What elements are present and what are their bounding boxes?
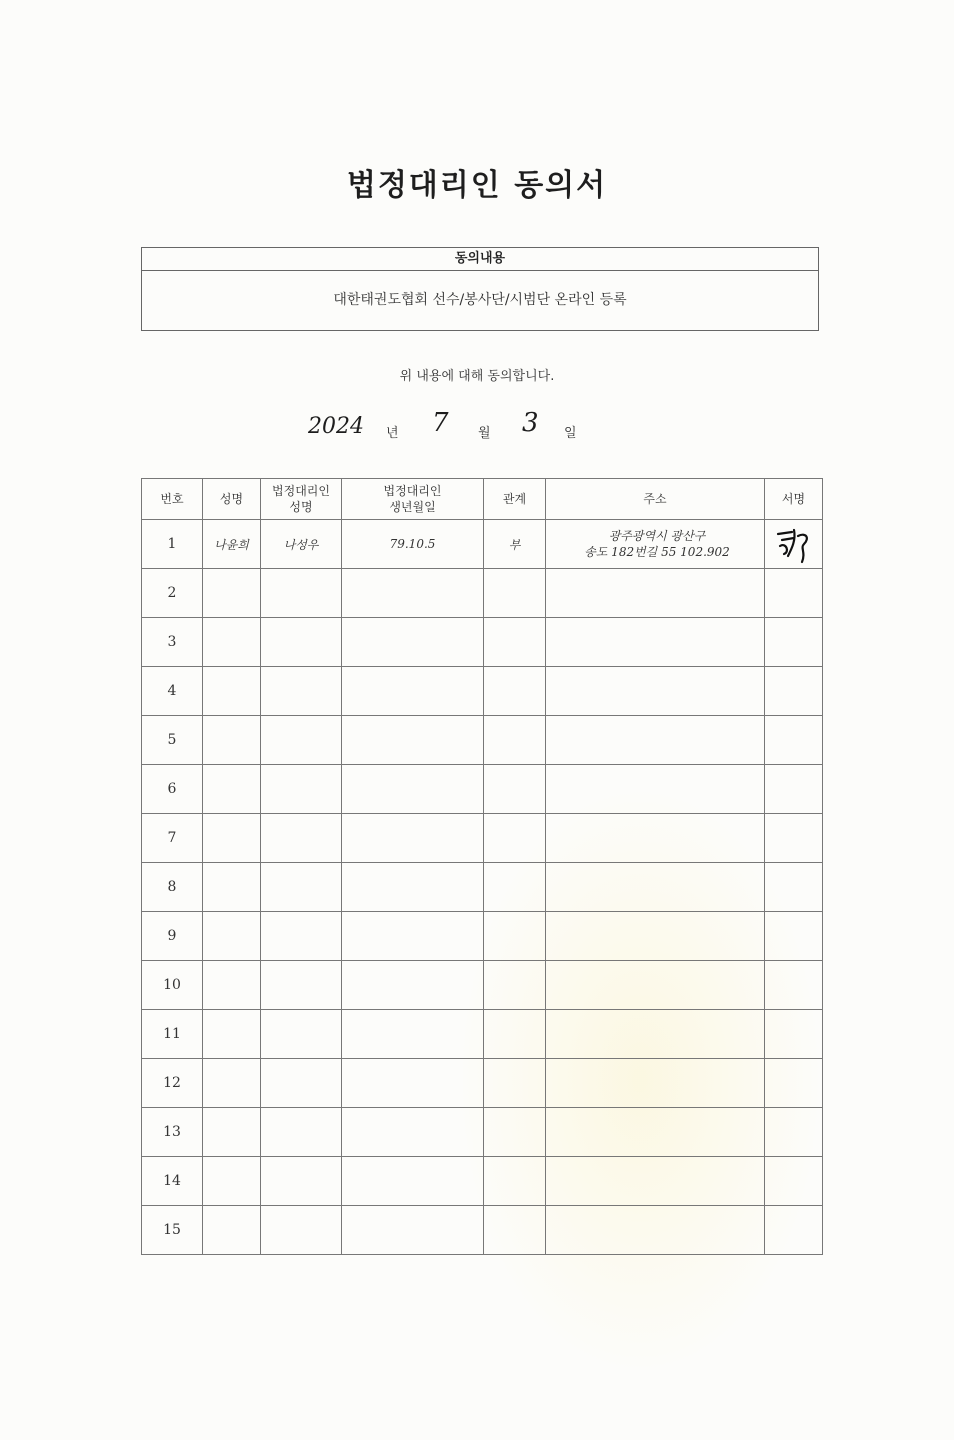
table-row	[142, 1157, 823, 1206]
row-address	[546, 1059, 765, 1108]
row-relation	[484, 1010, 546, 1059]
row-guardian-birth	[342, 667, 484, 716]
row-relation: 부	[484, 520, 546, 569]
row-address	[546, 1157, 765, 1206]
row-relation	[484, 667, 546, 716]
row-name	[203, 863, 261, 912]
row-guardian-birth	[342, 1010, 484, 1059]
row-address	[546, 814, 765, 863]
table-row	[142, 1059, 823, 1108]
row-signature	[765, 667, 823, 716]
table-row	[142, 1206, 823, 1255]
row-number: 6	[142, 765, 203, 814]
row-address	[546, 961, 765, 1010]
row-guardian-name	[261, 961, 342, 1010]
date-year-unit: 년	[386, 426, 399, 441]
row-guardian-name: 나성우	[261, 520, 342, 569]
row-number: 9	[142, 912, 203, 961]
table-row	[142, 667, 823, 716]
row-relation	[484, 618, 546, 667]
row-name	[203, 716, 261, 765]
row-number: 14	[142, 1157, 203, 1206]
row-relation	[484, 912, 546, 961]
row-signature	[765, 569, 823, 618]
consent-body: 대한태권도협회 선수/봉사단/시범단 온라인 등록	[333, 292, 627, 308]
date-month-unit: 월	[478, 426, 491, 441]
header-guardian-birth-line2: 생년월일	[389, 500, 436, 514]
row-guardian-birth	[342, 1108, 484, 1157]
row-signature	[765, 1010, 823, 1059]
row-guardian-name	[261, 1059, 342, 1108]
row-name: 나윤희	[203, 520, 261, 569]
header-no: 번호	[142, 479, 203, 520]
row-signature	[765, 1108, 823, 1157]
row-guardian-birth	[342, 912, 484, 961]
row-number: 5	[142, 716, 203, 765]
row-signature	[765, 1206, 823, 1255]
row-address	[546, 618, 765, 667]
row-guardian-birth	[342, 569, 484, 618]
handwritten-signature	[772, 522, 816, 566]
row-guardian-birth	[342, 765, 484, 814]
row-guardian-birth	[342, 961, 484, 1010]
row-address	[546, 765, 765, 814]
row-address	[546, 520, 765, 569]
table-row	[142, 912, 823, 961]
table-row	[142, 863, 823, 912]
agree-statement: 위 내용에 대해 동의합니다.	[399, 369, 555, 384]
row-number: 4	[142, 667, 203, 716]
date-year: 2024	[308, 414, 364, 439]
row-number: 2	[142, 569, 203, 618]
row-signature	[765, 716, 823, 765]
document-title: 법정대리인 동의서	[346, 168, 608, 203]
header-address: 주소	[546, 479, 765, 520]
row-name	[203, 1206, 261, 1255]
row-name	[203, 667, 261, 716]
row-name	[203, 569, 261, 618]
row-name	[203, 1108, 261, 1157]
row-guardian-name	[261, 765, 342, 814]
row-relation	[484, 1108, 546, 1157]
row-guardian-name	[261, 1157, 342, 1206]
row-signature	[765, 814, 823, 863]
row-guardian-name	[261, 1108, 342, 1157]
row-number: 12	[142, 1059, 203, 1108]
row-relation	[484, 1157, 546, 1206]
table-row	[142, 520, 823, 569]
table-row	[142, 569, 823, 618]
header-guardian-birth	[342, 479, 484, 520]
row-name	[203, 1157, 261, 1206]
row-relation	[484, 1206, 546, 1255]
row-signature	[765, 618, 823, 667]
row-number: 8	[142, 863, 203, 912]
row-guardian-birth	[342, 863, 484, 912]
row-address	[546, 1010, 765, 1059]
row-address-line2: 송도 182번길 55 102.902	[584, 545, 730, 559]
table-row	[142, 765, 823, 814]
row-signature	[765, 1059, 823, 1108]
row-address	[546, 1108, 765, 1157]
row-number: 3	[142, 618, 203, 667]
row-guardian-name	[261, 667, 342, 716]
row-address-line1: 광주광역시 광산구	[608, 529, 706, 543]
row-address	[546, 863, 765, 912]
row-signature	[765, 520, 823, 569]
row-relation	[484, 863, 546, 912]
row-guardian-birth	[342, 1157, 484, 1206]
header-guardian-name-line2: 성명	[289, 500, 313, 514]
guardian-table	[141, 478, 823, 1255]
row-name	[203, 1010, 261, 1059]
row-address	[546, 716, 765, 765]
table-row	[142, 716, 823, 765]
row-signature	[765, 912, 823, 961]
row-name	[203, 912, 261, 961]
header-signature: 서명	[765, 479, 823, 520]
row-guardian-name	[261, 912, 342, 961]
table-row	[142, 618, 823, 667]
row-relation	[484, 765, 546, 814]
row-guardian-name	[261, 814, 342, 863]
header-relation: 관계	[484, 479, 546, 520]
date-line	[300, 408, 620, 448]
header-guardian-name-line1: 법정대리인	[272, 484, 330, 498]
row-relation	[484, 1059, 546, 1108]
row-guardian-birth	[342, 716, 484, 765]
consent-header: 동의내용	[142, 248, 818, 271]
row-address	[546, 1206, 765, 1255]
row-signature	[765, 1157, 823, 1206]
row-number: 11	[142, 1010, 203, 1059]
row-signature	[765, 765, 823, 814]
consent-box	[141, 247, 819, 331]
row-name	[203, 618, 261, 667]
row-guardian-birth	[342, 814, 484, 863]
date-day-unit: 일	[564, 426, 577, 441]
row-signature	[765, 961, 823, 1010]
header-guardian-birth-line1: 법정대리인	[383, 484, 442, 498]
row-guardian-birth	[342, 618, 484, 667]
row-number: 13	[142, 1108, 203, 1157]
table-row	[142, 961, 823, 1010]
row-name	[203, 961, 261, 1010]
row-guardian-name	[261, 716, 342, 765]
table-row	[142, 1010, 823, 1059]
header-name: 성명	[203, 479, 261, 520]
row-number: 7	[142, 814, 203, 863]
date-month: 7	[432, 408, 449, 438]
table-row	[142, 814, 823, 863]
row-name	[203, 814, 261, 863]
row-number: 1	[142, 520, 203, 569]
row-address	[546, 667, 765, 716]
row-relation	[484, 814, 546, 863]
table-row	[142, 1108, 823, 1157]
row-relation	[484, 961, 546, 1010]
row-name	[203, 765, 261, 814]
row-guardian-name	[261, 863, 342, 912]
row-guardian-birth	[342, 1059, 484, 1108]
row-name	[203, 1059, 261, 1108]
row-number: 10	[142, 961, 203, 1010]
row-guardian-name	[261, 1010, 342, 1059]
table-header-row	[142, 479, 823, 520]
header-guardian-name	[261, 479, 342, 520]
row-signature	[765, 863, 823, 912]
row-guardian-name	[261, 1206, 342, 1255]
row-address	[546, 569, 765, 618]
row-relation	[484, 716, 546, 765]
row-number: 15	[142, 1206, 203, 1255]
row-address	[546, 912, 765, 961]
row-relation	[484, 569, 546, 618]
row-guardian-birth	[342, 1206, 484, 1255]
date-day: 3	[522, 408, 539, 438]
row-guardian-name	[261, 569, 342, 618]
row-guardian-name	[261, 618, 342, 667]
row-guardian-birth: 79.10.5	[342, 520, 484, 569]
